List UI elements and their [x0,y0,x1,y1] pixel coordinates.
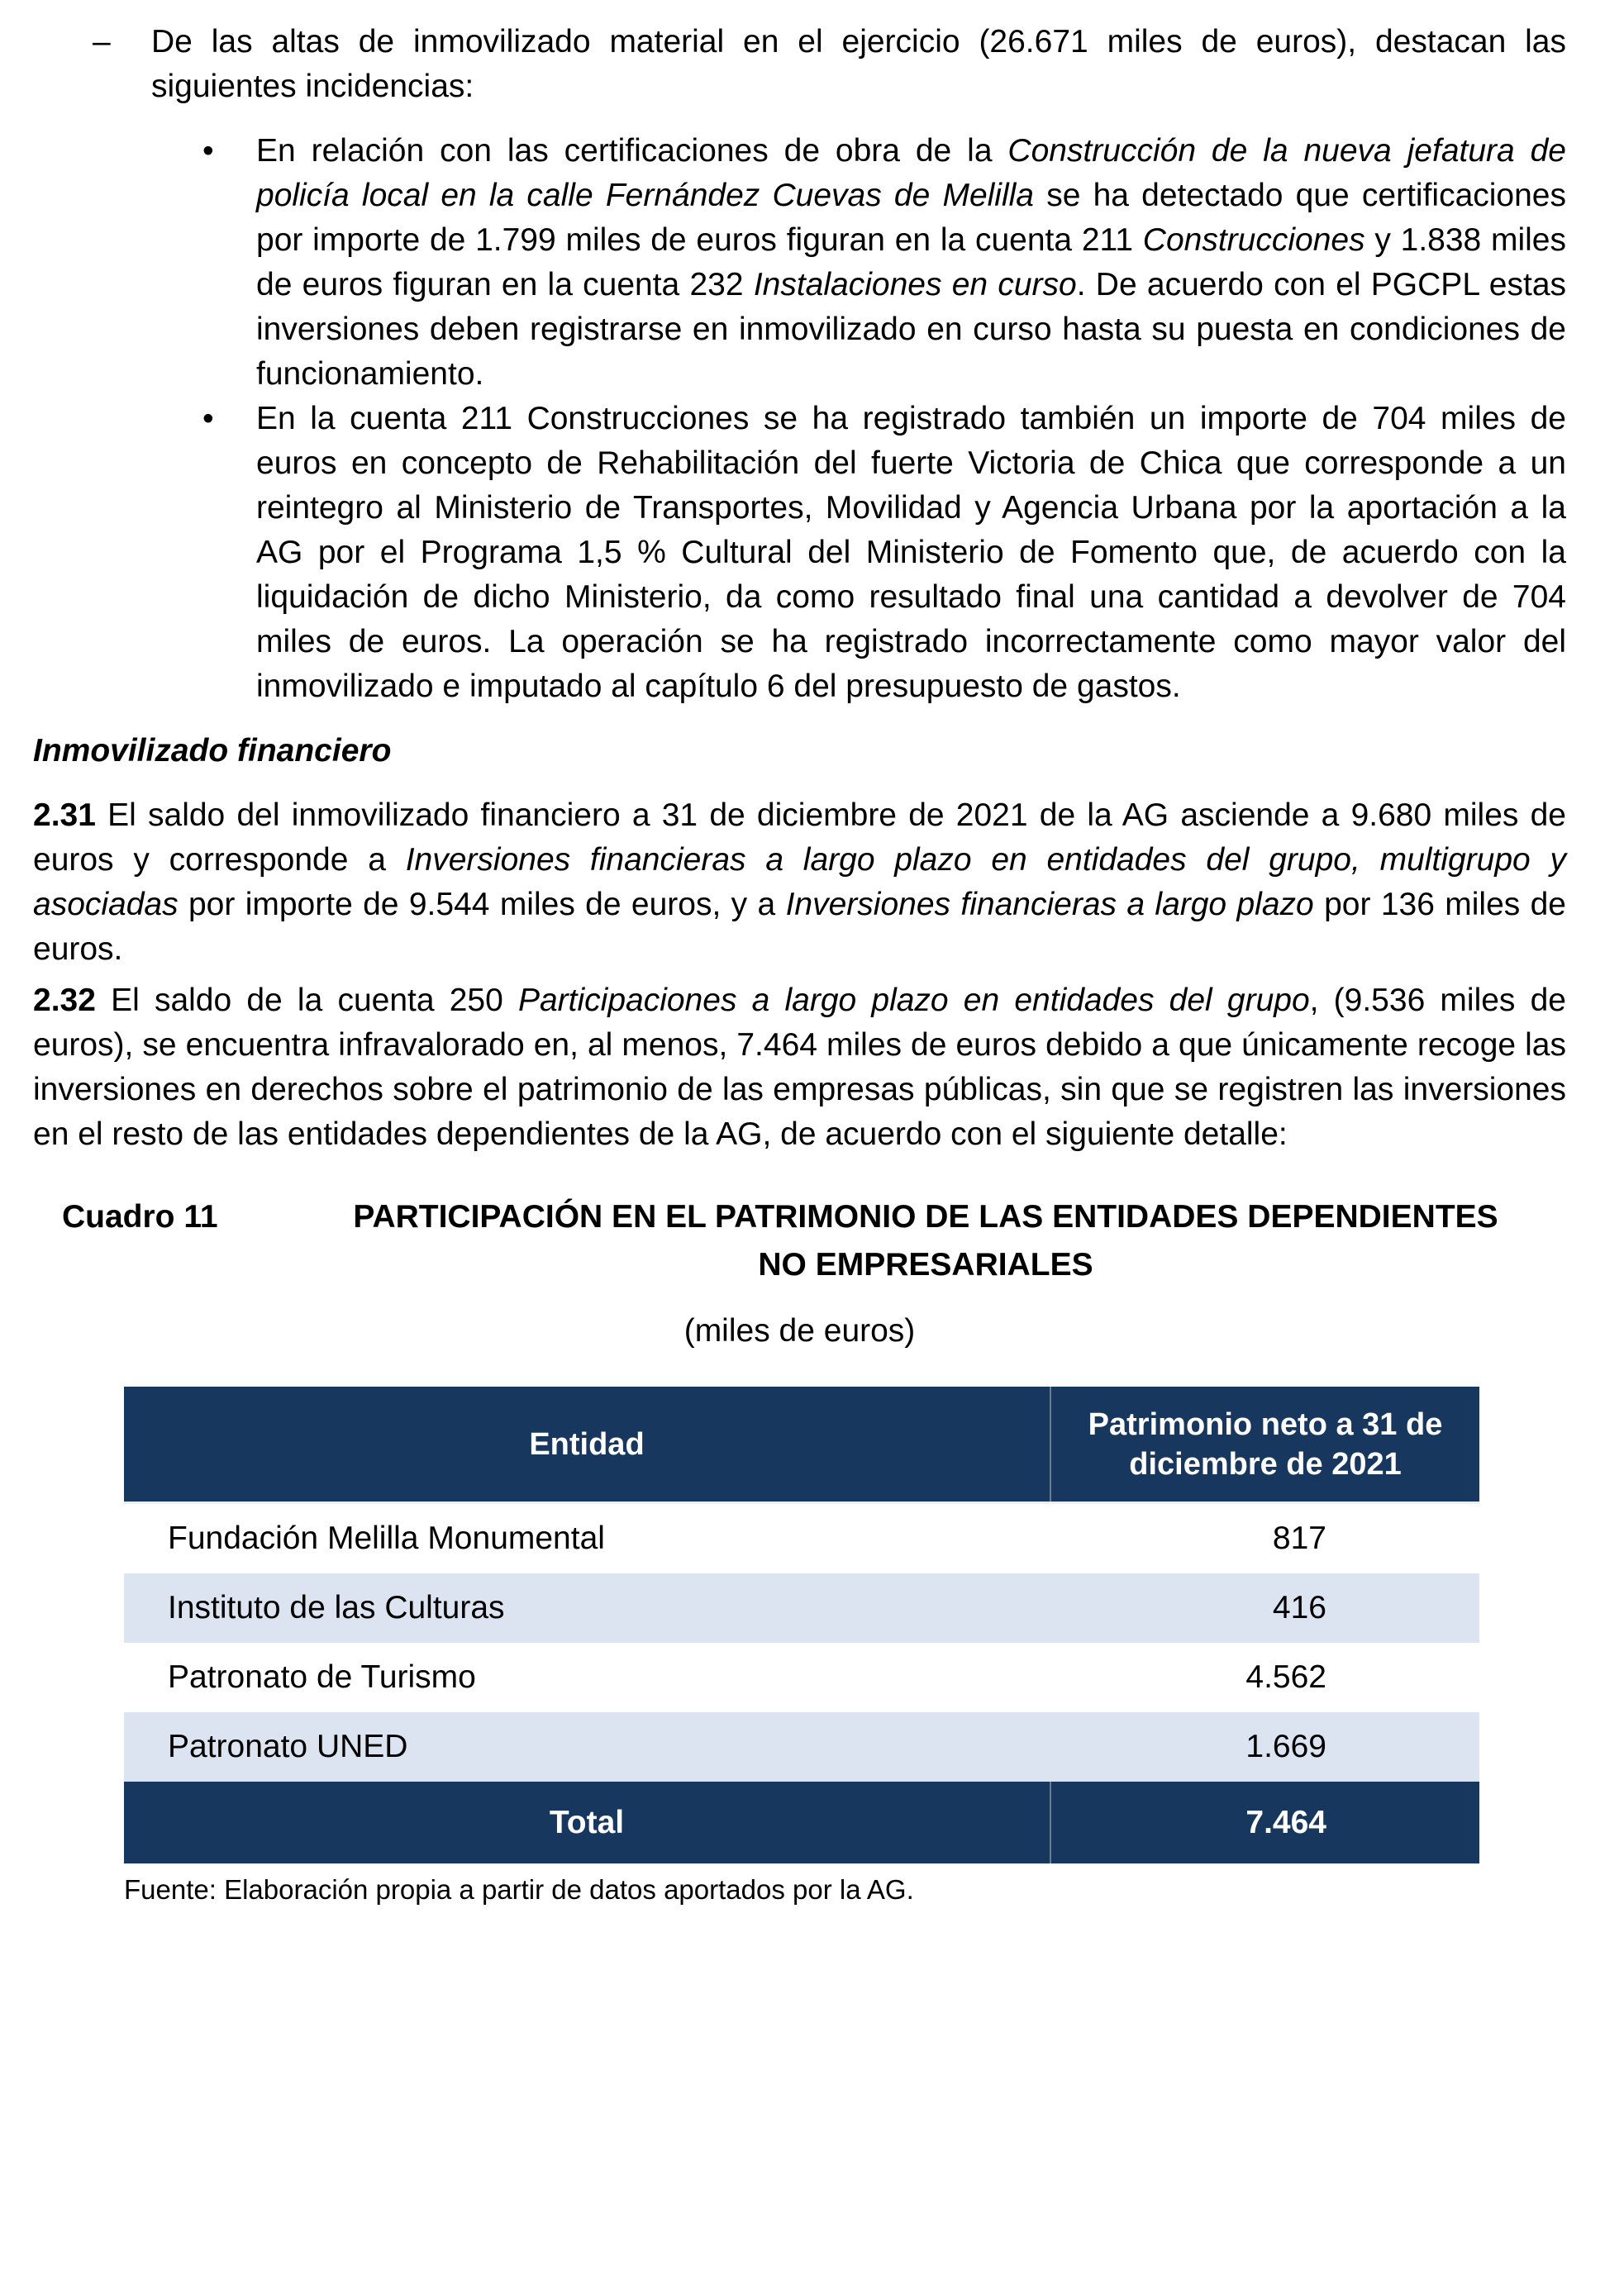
table-body [124,1504,1479,1782]
cell-entidad: Patronato UNED [168,1729,408,1764]
table-row [124,1643,1479,1712]
cell-valor: 817 [1272,1521,1326,1556]
table-total-row [124,1782,1479,1863]
cell-valor: 4.562 [1245,1659,1326,1695]
table-caption-title: PARTICIPACIÓN EN EL PATRIMONIO DE LAS ENTIDADES DEPENDIENTES NO EMPRESARIALES [353,1199,1498,1283]
cell-valor: 416 [1272,1590,1326,1625]
source-note: Fuente: Elaboración propia a partir de datos aportados por la AG. [124,1874,914,1905]
total-value: 7.464 [1050,1782,1479,1863]
bullet-item-cuenta-211 [202,397,1566,709]
paragraph-2-32: 2.32 El saldo de la cuenta 250 Participaciones a largo plazo en entidades del grupo, (9.536 miles de euros), se encuentra infravalorado en, al menos, 7.464 miles de euros debido a que únicamente recoge las inversiones en derechos sobre el patrimonio de las empresas públicas, sin que se registren las inversiones en el resto de las entidades dependientes de la AG, de acuerdo con el siguiente detalle: [33,983,1566,1152]
bullet-item-certificaciones [202,129,1566,397]
bullet-paragraph-text: En relación con las certificaciones de obra de la Construcción de la nueva jefatura de policía local en la calle Fernández Cuevas de Melilla se ha detectado que certificaciones por importe de 1.799 miles de euros figuran en la cuenta 211 Construcciones y 1.838 miles de euros figuran en la cuenta 232 Instalaciones en curso. De acuerdo con el PGCPL estas inversiones deben registrarse en inmovilizado en curso hasta su puesta en condiciones de funcionamiento. [256,133,1567,392]
section-heading-inmovilizado-financiero: Inmovilizado financiero [33,733,392,769]
data-table [124,1387,1479,1863]
column-header-patrimonio: Patrimonio neto a 31 de diciembre de 2021 [1050,1387,1479,1502]
paragraph-2-31: 2.31 El saldo del inmovilizado financiero a 31 de diciembre de 2021 de la AG asciende a 9.680 miles de euros y corresponde a Inversiones financieras a largo plazo en entidades del grupo, multigrupo y asociadas por importe de 9.544 miles de euros, y a Inversiones financieras a largo plazo por 136 miles de euros. [33,797,1567,967]
table-row [124,1504,1479,1573]
cell-valor: 1.669 [1245,1729,1326,1764]
table-header-row [124,1387,1479,1504]
units-note: (miles de euros) [683,1313,916,1349]
column-header-entidad: Entidad [529,1426,645,1462]
dash-marker: – [93,24,111,59]
cell-entidad: Fundación Melilla Monumental [168,1521,605,1556]
dash-paragraph-text: De las altas de inmovilizado material en el ejercicio (26.671 miles de euros), destacan las siguientes incidencias: [151,24,1566,104]
bullet-paragraph-text: En la cuenta 211 Construcciones se ha registrado también un importe de 704 miles de euros en concepto de Rehabilitación del fuerte Victoria de Chica que corresponde a un reintegro al Ministerio de Transportes, Movilidad y Agencia Urbana por la aportación a la AG por el Programa 1,5 % Cultural del Ministerio de Fomento que, de acuerdo con la liquidación de dicho Ministerio, da como resultado final una cantidad a devolver de 704 miles de euros. La operación se ha registrado incorrectamente como mayor valor del inmovilizado e imputado al capítulo 6 del presupuesto de gastos. [256,401,1566,704]
list-item-dash [93,20,1566,109]
table-row [124,1712,1479,1782]
cell-entidad: Patronato de Turismo [168,1659,476,1695]
table-caption-label: Cuadro 11 [62,1199,218,1235]
total-label: Total [549,1804,625,1840]
bullet-marker: • [202,401,214,436]
table-caption [62,1193,1566,1289]
table-row [124,1573,1479,1643]
cell-entidad: Instituto de las Culturas [168,1590,505,1625]
bullet-marker: • [202,133,214,169]
